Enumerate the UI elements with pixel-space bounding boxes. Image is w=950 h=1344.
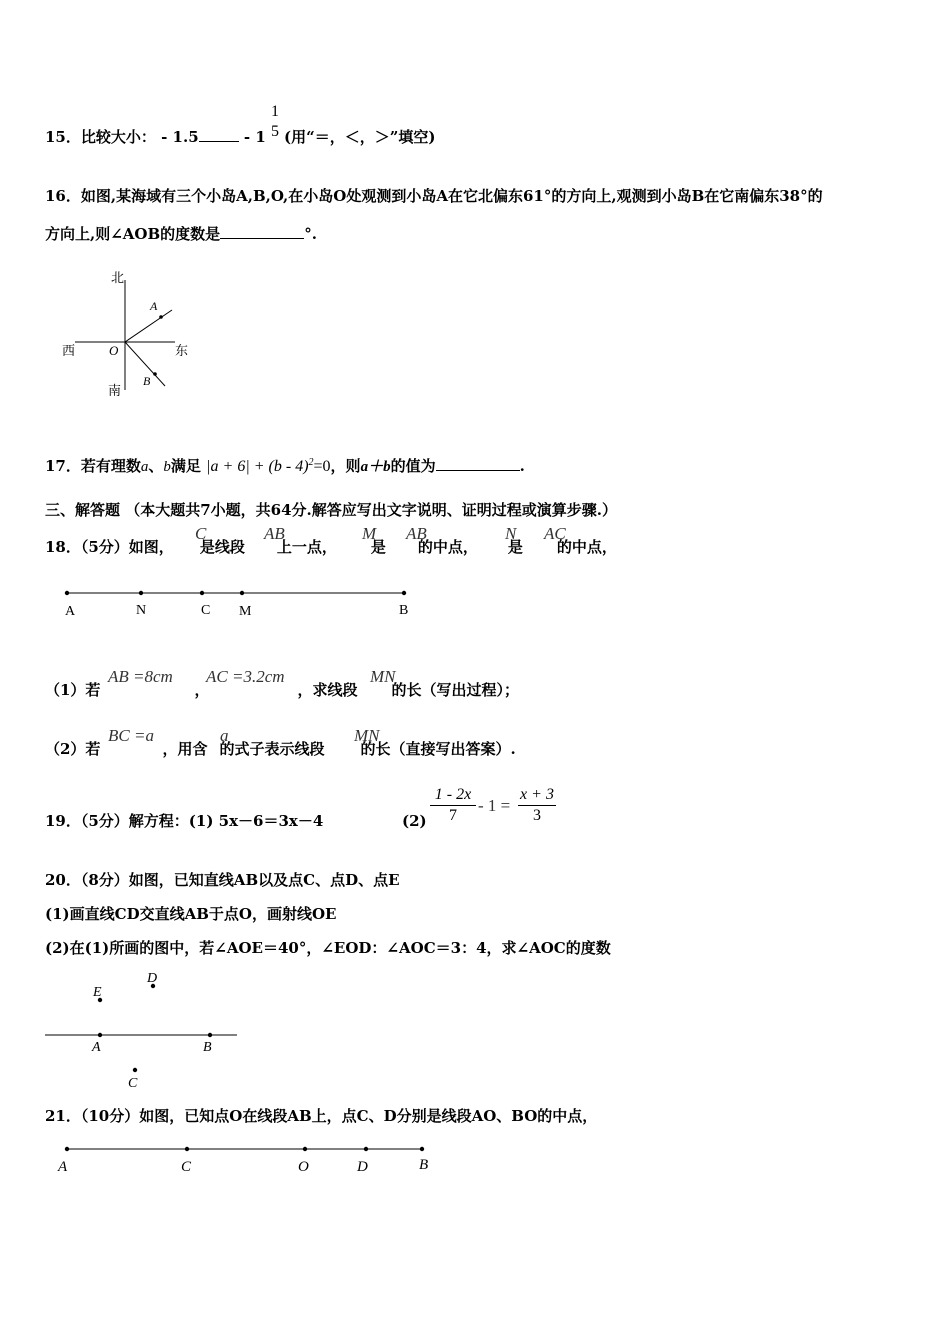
q17-ab: a＋b [360,459,391,475]
q15-frac-num: 1 [271,103,279,120]
q16-a-label: A [150,299,158,313]
q18-s1-mid: ，求线段 [297,681,358,699]
q18-point-n [139,591,143,595]
q18-s1-comma: ， [194,681,210,699]
q16-south-label: 南 [108,383,122,398]
q15-tail: (用“＝，＜，＞”填空) [284,128,436,146]
q18-point-a [65,591,69,595]
q18-point-b [402,591,406,595]
q21-label-b: B [419,1157,429,1173]
q15-line [45,127,266,147]
q16-point-b [153,372,157,376]
q18-s2-mid2: 的式子表示线段 [219,740,325,758]
q18-p2: 是线段 [199,538,245,556]
section3-heading: 三、解答题 （本大题共7小题，共64分.解答应写出文字说明、证明过程或演算步骤.） [45,501,617,519]
q21-point-o [303,1147,307,1151]
q17-suffix: ，则 [330,457,361,475]
q21-label-o: O [298,1159,309,1175]
q18-var-ab2: AB [406,524,427,543]
q20-point-a [98,1033,102,1037]
q15-label: 15．比较大小： [45,128,156,146]
q17-var-b: b [163,459,171,475]
q19-fraction2 [518,786,556,825]
q18-p7: 的中点， [556,538,617,556]
q18-var-c: C [195,524,207,543]
q16-line1: 16．如图,某海域有三个小岛A,B,O,在小岛O处观测到小岛A在它北偏东61°的方向上,观测到小岛B在它南偏东38°的 [45,187,823,205]
q19-f1-bar [430,805,476,806]
q18-s1-mn: MN [370,667,396,686]
q19-f1-num: 1 - 2x [434,786,472,803]
q18-label-n: N [136,603,147,618]
q18-s2-mn: MN [354,726,380,745]
q18-s2-var-a: a [220,726,229,745]
q15-value-a: - 1.5 [161,128,199,146]
q17-answer-blank [436,470,520,471]
q21-point-a [65,1147,69,1151]
q16-line2 [45,224,317,244]
q18-point-c [200,591,204,595]
q20-label-c: C [128,1076,138,1090]
q18-label-b: B [399,603,409,618]
q17-exponent: 2 [308,457,314,468]
q16-point-a [159,315,163,319]
q18-line [45,537,617,557]
q17-end: . [519,457,525,475]
q16-ray-oa [125,310,172,342]
q17-line [45,453,525,477]
q17-var-a: a [140,459,149,475]
q16-east-label: 东 [175,343,189,358]
q20-label-d: D [147,971,158,986]
q18-s1-formula1: AB =8cm [108,667,173,686]
q19-fraction1 [430,786,476,825]
q21-point-c [185,1147,189,1151]
q17-sep: 、 [148,457,164,475]
q21-label-a: A [58,1159,68,1175]
q19-line: 19．（5分）解方程：(1) 5x－6＝3x－4 [45,812,324,830]
q18-var-m: M [362,524,377,543]
q18-s1-tail: 的长（写出过程）； [391,681,519,699]
q16-b-label: B [143,374,151,388]
q16-tail: °. [304,225,317,243]
q16-o-label: O [109,343,119,358]
q19-part2-label: (2) [402,812,427,830]
q18-s1-pre: （1）若 [45,681,101,699]
q16-answer-blank [220,238,304,239]
q18-s2-mid: ，用含 [162,740,208,758]
q21-label-c: C [181,1159,192,1175]
q18-label-c: C [201,603,211,618]
q21-label-d: D [357,1159,368,1175]
q16-north-label: 北 [111,270,125,285]
q20-line3: (2)在(1)所画的图中，若∠AOE＝40°，∠EOD：∠AOC＝3：4，求∠AOC的度数 [45,939,611,957]
q15-fraction [268,103,282,141]
q20-figure [40,965,250,1090]
q19-f2-bar [518,805,556,806]
q20-point-c [133,1068,137,1072]
q16-text: 方向上,则∠AOB的度数是 [45,225,221,243]
q20-point-b [208,1033,212,1037]
q18-s1-formula2: AC =3.2cm [206,667,285,686]
q18-s2-formula: BC =a [108,726,154,745]
q18-segment-figure [55,582,425,622]
q16-west-label: 西 [62,343,76,358]
q20-label-a: A [92,1040,101,1055]
q15-frac-den: 5 [271,123,279,140]
q15-value-b: - 1 [243,128,266,146]
q18-p3: 上一点， [276,538,337,556]
q17-tail: 的值为 [390,457,436,475]
q18-point-m [240,591,244,595]
q19-f2-num: x + 3 [520,786,554,803]
q18-var-ac: AC [544,524,566,543]
q21-point-d [364,1147,368,1151]
q20-label-e: E [93,985,102,1000]
q18-var-n: N [505,524,517,543]
q19-f1-den: 7 [449,807,457,824]
q19-minus-one: - 1 = [478,796,511,815]
q17-prefix: 17．若有理数 [45,457,141,475]
q20-label-b: B [203,1040,212,1055]
q18-label-a: A [65,604,76,619]
q16-compass-figure [55,262,205,402]
q21-segment-figure [55,1138,445,1178]
q20-line2: (1)画直线CD交直线AB于点O，画射线OE [45,905,337,923]
q18-p1: 18．（5分）如图， [45,538,174,556]
q15-answer-blank [199,141,239,142]
q18-p5: 的中点， [417,538,478,556]
q17-mid: 满足 [170,457,201,475]
q18-s2-tail: 的长（直接写出答案）. [360,740,516,758]
q17-eq: =0 [313,458,331,475]
q19-f2-den: 3 [533,807,541,824]
q17-formula: |a + 6| + (b - 4) [206,458,309,475]
q21-point-b [420,1147,424,1151]
q18-label-m: M [239,604,252,619]
q18-p6: 是 [507,538,523,556]
q18-var-ab: AB [264,524,285,543]
q21-line1: 21．（10分）如图，已知点O在线段AB上，点C、D分别是线段AO、BO的中点， [45,1107,598,1125]
q18-s2-pre: （2）若 [45,740,101,758]
q20-line1: 20．（8分）如图，已知直线AB以及点C、点D、点E [45,871,400,889]
q18-p4: 是 [370,538,386,556]
